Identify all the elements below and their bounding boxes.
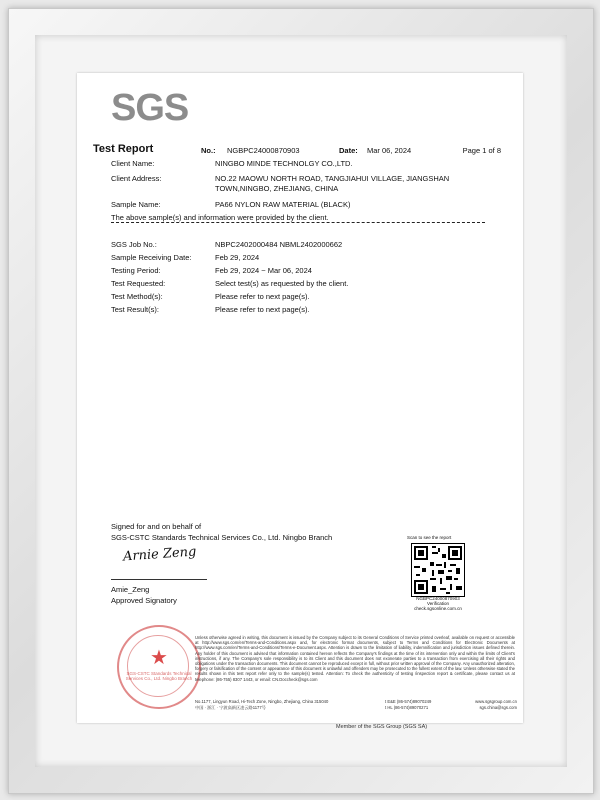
sample-name-value: PA66 NYLON RAW MATERIAL (BLACK) <box>215 200 351 209</box>
address-footer <box>195 699 517 711</box>
report-no-label: No.: <box>201 146 216 155</box>
signoff-company: SGS-CSTC Standards Technical Services Co., Ltd. Ningbo Branch <box>111 533 333 542</box>
report-page <box>77 73 523 723</box>
address-line1: No.1177, Lingyun Road, Hi-Tech Zone, Ningbo, Zhejiang, China 315040 <box>195 699 329 704</box>
detail-label: Test Requested: <box>111 279 166 288</box>
qr-report-number <box>407 596 469 611</box>
qr-verify-label: Verification <box>426 601 449 606</box>
sample-name-label: Sample Name: <box>111 200 161 209</box>
seal-text: SGS-CSTC Standards Technical Services Co., Ltd. Ningbo Branch <box>125 671 193 681</box>
phone-line1: t E&E (86-574)89070249 <box>385 699 432 704</box>
detail-label: Sample Receiving Date: <box>111 253 192 262</box>
qr-code[interactable] <box>411 543 465 597</box>
terms-fine-print: Unless otherwise agreed in writing, this document is issued by the Company subject to its General Conditions of Service printed overleaf, available on request or accessible at http://www.sgs.com/en/Terms-and-Conditions.aspx and, for electronic format documents, subject to Terms and Conditions for Electronic Documents at http://www.sgs.com/en/Terms-and-Conditions/Terms-e-Document.aspx. Attention is drawn to the limitation of liability, indemnification and jurisdiction issues defined therein. Any holder of this document is advised that information contained hereon reflects the Company's findings at the time of its intervention only and within the limits of Client's instructions, if any. The Company's sole responsibility is to its Client and this document does not exonerate parties to a transaction from exercising all their rights and obligations under the transaction documents. This document cannot be reproduced except in full, without prior written approval of the Company. Any unauthorized alteration, forgery or falsification of the content or appearance of this document is unlawful and offenders may be prosecuted to the fullest extent of the law. Unless otherwise stated the results shown in this test report refer only to the sample(s) tested. Attention: To check the authenticity of testing /inspection report & certificate, please contact us at telephone: (86-755) 8307 1443, or email: CN.Doccheck@sgs.com <box>195 635 515 682</box>
detail-value: Select test(s) as requested by the client. <box>215 279 349 288</box>
qr-caption: Scan to see the report <box>407 535 452 540</box>
report-date-label: Date: <box>339 146 358 155</box>
detail-value: NBPC2402000484 NBML2402000662 <box>215 240 343 249</box>
report-date-value: Mar 06, 2024 <box>367 146 412 155</box>
detail-label: Test Method(s): <box>111 292 163 301</box>
sgs-logo: SGS <box>111 87 189 129</box>
signatory-name: Amie_Zeng <box>111 585 150 594</box>
client-name-value: NINGBO MINDE TECHNOLGY CO.,LTD. <box>215 159 353 168</box>
signatory-role: Approved Signatory <box>111 596 177 605</box>
client-address-label: Client Address: <box>111 174 162 183</box>
page-number: Page 1 of 8 <box>462 146 501 155</box>
detail-value: Feb 29, 2024 ~ Mar 06, 2024 <box>215 266 312 275</box>
detail-value: Feb 29, 2024 <box>215 253 260 262</box>
qr-code-text: NGBPC24000870903 <box>416 596 460 601</box>
client-address-value: NO.22 MAOWU NORTH ROAD, TANGJIAHUI VILLAGE, JIANGSHAN TOWN,NINGBO, ZHEJIANG, CHINA <box>215 174 450 193</box>
sample-note: The above sample(s) and information were provided by the client. <box>111 213 329 222</box>
official-seal <box>117 625 201 709</box>
phone-line2: t HL (86-574)89070271 <box>385 705 429 710</box>
signature: Arnie Zeng <box>122 544 197 565</box>
detail-label: Test Result(s): <box>111 305 159 314</box>
page-title: Test Report <box>93 143 154 155</box>
detail-label: SGS Job No.: <box>111 240 157 249</box>
address-line2: 中国 · 浙江 · 宁波高新区凌云路1177号 <box>195 705 266 710</box>
detail-value: Please refer to next page(s). <box>215 305 310 314</box>
member-footer: Member of the SGS Group (SGS SA) <box>336 724 428 730</box>
website: www.sgsgroup.com.cn <box>475 699 517 704</box>
client-name-label: Client Name: <box>111 159 155 168</box>
signature-line <box>111 579 207 580</box>
divider <box>111 222 485 223</box>
signoff-line1: Signed for and on behalf of <box>111 522 202 531</box>
detail-label: Testing Period: <box>111 266 161 275</box>
email: sgs.china@sgs.com <box>479 705 517 710</box>
detail-value: Please refer to next page(s). <box>215 292 310 301</box>
qr-verify-site: check.sgsonline.com.cn <box>414 606 462 611</box>
star-icon: ★ <box>150 647 168 669</box>
report-no-value: NGBPC24000870903 <box>227 146 300 155</box>
